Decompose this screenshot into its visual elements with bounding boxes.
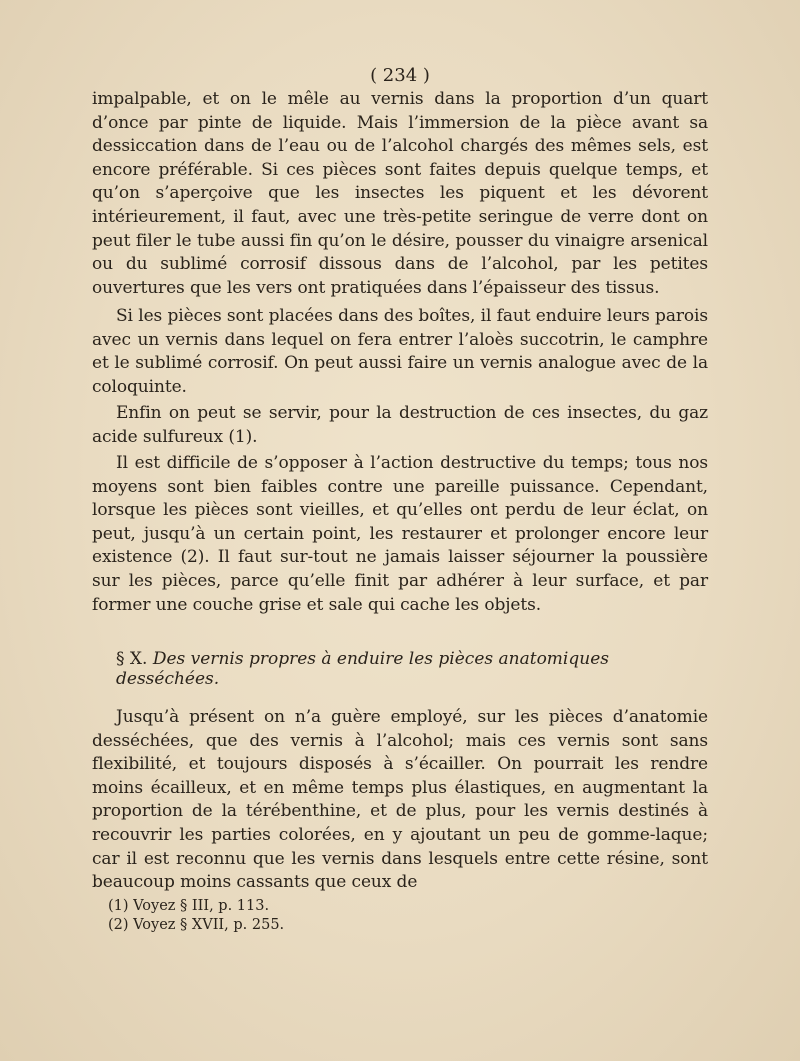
paragraph-sulfurous-gas: Enfin on peut se servir, pour la destruction de ces insectes, du gaz acide sulfureux (1). (92, 403, 708, 447)
section-title: Des vernis propres à enduire les pièces anatomiques desséchées. (116, 649, 609, 689)
section-heading (92, 649, 708, 689)
section-number: § X. (116, 649, 148, 669)
paragraph-continuation: impalpable, et on le mêle au vernis dans la proportion d’un quart d’once par pinte de liquide. Mais l’immersion de la pièce avant sa dessiccation dans de l’eau ou de l’alcohol chargés des mêmes sels, est encore préférable. Si ces pièces sont faites depuis quelque temps, et qu’on s’aperçoive que les insectes les piquent et les dévorent intérieurement, il faut, avec une très-petite seringue de verre dont on peut filer le tube aussi fin qu’on le désire, pousser du vinaigre arsenical ou du sublimé corrosif dissous dans de l’alcohol, par les petites ouvertures que les vers ont pratiquées dans l’épaisseur des tissus. (92, 89, 708, 298)
paragraph-varnish-alcohol: Jusqu’à présent on n’a guère employé, sur les pièces d’anatomie desséchées, que des vernis à l’alcohol; mais ces vernis sont sans flexibilité, et toujours disposés à s’écailler. On pourrait les rendre moins écailleux, et en même temps plus élastiques, en augmentant la proportion de la térébenthine, et de plus, pour les vernis destinés à recouvrir les parties colorées, en y ajoutant un peu de gomme-laque; car il est reconnu que les vernis dans lesquels entre cette résine, sont beaucoup moins cassants que ceux de (92, 707, 708, 893)
page-number: ( 234 ) (370, 65, 430, 86)
footnote-1: (1) Voyez § III, p. 113. (108, 898, 270, 914)
footnote-2: (2) Voyez § XVII, p. 255. (108, 917, 285, 933)
paragraph-boxes-varnish: Si les pièces sont placées dans des boîtes, il faut enduire leurs parois avec un vernis dans lequel on fera entrer l’aloès succotrin, le camphre et le sublimé corrosif. On peut aussi faire un vernis analogue avec de la coloquinte. (92, 306, 708, 397)
paragraph-time-destruction: Il est difficile de s’opposer à l’action destructive du temps; tous nos moyens sont bien faibles contre une pareille puissance. Cependant, lorsque les pièces sont vieilles, et qu’elles ont perdu de leur éclat, on peut, jusqu’à un certain point, les restaurer et prolonger encore leur existence (2). Il faut sur-tout ne jamais laisser séjourner la poussière sur les pièces, parce qu’elle finit par adhérer à leur surface, et par former une couche grise et sale qui cache les objets. (92, 453, 708, 615)
